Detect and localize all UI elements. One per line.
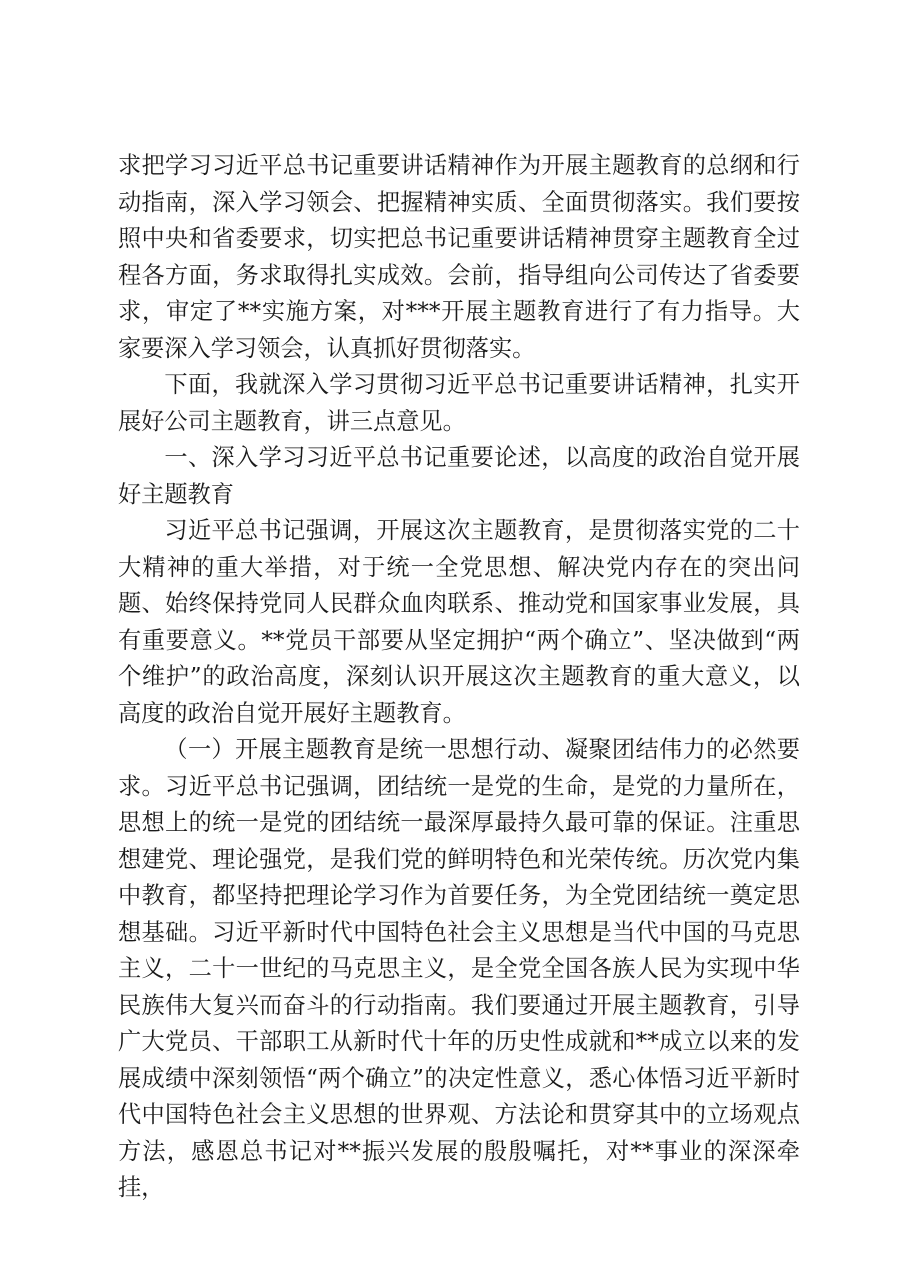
section-heading-one: 一、深入学习习近平总书记重要论述，以高度的政治自觉开展好主题教育: [118, 444, 800, 508]
paragraph-subpoint-one: （一）开展主题教育是统一思想行动、凝聚团结伟力的必然要求。习近平总书记强调，团结统一是党的生命，是党的力量所在，思想上的统一是党的团结统一最深厚最持久最可靠的保证。注重思想建党、理论强党，是我们党的鲜明特色和光荣传统。历次党内集中教育，都坚持把理论学习作为首要任务，为全党团结统一奠定思想基础。习近平新时代中国特色社会主义思想是当代中国的马克思主义，二十一世纪的马克思主义，是全党全国各族人民为实现中华民族伟大复兴而奋斗的行动指南。我们要通过开展主题教育，引导广大党员、干部职工从新时代十年的历史性成就和**成立以来的发展成绩中深刻领悟“两个确立”的决定性意义，悉心体悟习近平新时代中国特色社会主义思想的世界观、方法论和贯穿其中的立场观点方法，感恩总书记对**振兴发展的殷殷嘱托，对**事业的深深牵挂，: [118, 736, 800, 1201]
paragraph-three-points: 下面，我就深入学习贯彻习近平总书记重要讲话精神，扎实开展好公司主题教育，讲三点意见。: [118, 371, 800, 435]
document-page: [118, 148, 800, 1207]
paragraph-significance: 习近平总书记强调，开展这次主题教育，是贯彻落实党的二十大精神的重大举措，对于统一全党思想、解决党内存在的突出问题、始终保持党同人民群众血肉联系、推动党和国家事业发展，具有重要意义。**党员干部要从坚定拥护“两个确立”、坚决做到“两个维护”的政治高度，深刻认识开展这次主题教育的重大意义，以高度的政治自觉开展好主题教育。: [118, 517, 800, 727]
paragraph-intro-continuation: 求把学习习近平总书记重要讲话精神作为开展主题教育的总纲和行动指南，深入学习领会、把握精神实质、全面贯彻落实。我们要按照中央和省委要求，切实把总书记重要讲话精神贯穿主题教育全过程各方面，务求取得扎实成效。会前，指导组向公司传达了省委要求，审定了**实施方案，对***开展主题教育进行了有力指导。大家要深入学习领会，认真抓好贯彻落实。: [118, 152, 800, 362]
